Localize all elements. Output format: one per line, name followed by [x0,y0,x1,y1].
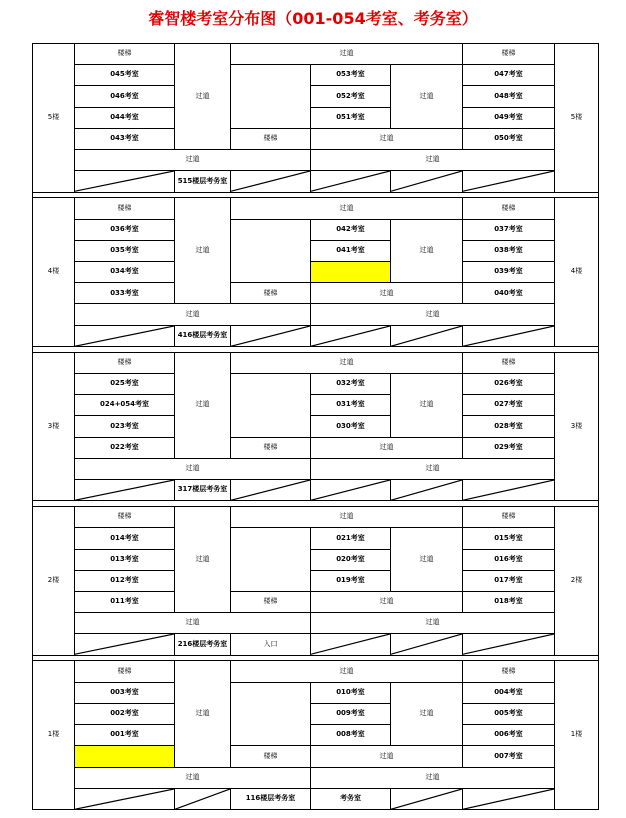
blank-area [231,682,311,746]
corridor-label: 过道 [75,150,311,171]
exam-room: 029考室 [463,437,555,458]
exam-room: 004考室 [463,682,555,703]
corridor-label: 过道 [175,198,231,304]
exam-room: 007考室 [463,746,555,767]
corridor-label: 过道 [231,352,463,373]
hatched-cell [463,634,555,655]
exam-room: 020考室 [311,549,391,570]
corridor-label: 过道 [175,44,231,150]
exam-room: 043考室 [75,128,175,149]
exam-room: 001考室 [75,725,175,746]
hatched-cell [75,171,175,192]
corridor-label: 过道 [311,746,463,767]
corridor-label: 过道 [75,767,311,788]
hatched-cell [175,788,231,809]
hatched-cell [75,480,175,501]
stairs-label: 楼梯 [463,44,555,65]
floor-plan-table [32,43,599,810]
corridor-label: 过道 [391,528,463,592]
stairs-label: 楼梯 [75,507,175,528]
corridor-label: 过道 [231,198,463,219]
exam-room: 005考室 [463,703,555,724]
exam-room: 019考室 [311,570,391,591]
exam-room: 017考室 [463,570,555,591]
corridor-label: 过道 [75,458,311,479]
corridor-label: 过道 [311,591,463,612]
exam-room: 052考室 [311,86,391,107]
exam-room: 031考室 [311,395,391,416]
corridor-label: 过道 [311,437,463,458]
exam-room: 051考室 [311,107,391,128]
exam-room: 025考室 [75,373,175,394]
corridor-label: 过道 [311,304,555,325]
corridor-label: 过道 [391,373,463,437]
corridor-label: 过道 [311,767,555,788]
exam-room: 002考室 [75,703,175,724]
stairs-label: 楼梯 [463,661,555,682]
floor-label-left: 5楼 [33,44,75,193]
corridor-label: 过道 [311,613,555,634]
exam-room: 010考室 [311,682,391,703]
corridor-label: 过道 [175,661,231,767]
diagonal-line [463,326,554,346]
floor-label-right: 4楼 [555,198,599,347]
floor-label-right: 1楼 [555,661,599,810]
corridor-label: 过道 [311,128,463,149]
corridor-label: 过道 [391,219,463,283]
exam-room: 015考室 [463,528,555,549]
exam-office: 317楼层考务室 [175,480,231,501]
corridor-label: 过道 [75,613,311,634]
diagonal-line [463,789,554,809]
stairs-label: 楼梯 [75,661,175,682]
diagonal-line [391,480,462,500]
diagonal-line [311,480,390,500]
diagonal-line [75,480,174,500]
exam-room: 022考室 [75,437,175,458]
exam-room: 030考室 [311,416,391,437]
exam-room: 033考室 [75,283,175,304]
exam-room: 044考室 [75,107,175,128]
hatched-cell [391,634,463,655]
exam-room: 013考室 [75,549,175,570]
diagonal-line [75,789,174,809]
exam-room: 040考室 [463,283,555,304]
hatched-cell [311,171,391,192]
exam-room: 023考室 [75,416,175,437]
stairs-label: 楼梯 [75,352,175,373]
exam-room: 014考室 [75,528,175,549]
blank-area [231,219,311,283]
exam-room: 049考室 [463,107,555,128]
stairs-label: 楼梯 [463,507,555,528]
diagonal-line [311,326,390,346]
exam-room: 039考室 [463,262,555,283]
floor-label-right: 2楼 [555,507,599,656]
exam-room: 008考室 [311,725,391,746]
exam-room: 024+054考室 [75,395,175,416]
hatched-cell [391,325,463,346]
diagonal-line [463,171,554,191]
diagonal-line [75,634,174,654]
hatched-cell [75,634,175,655]
diagonal-line [391,326,462,346]
corridor-label: 过道 [175,507,231,613]
hatched-cell [463,788,555,809]
hatched-cell [391,480,463,501]
exam-room: 026考室 [463,373,555,394]
hatched-cell [391,788,463,809]
stairs-label: 楼梯 [231,746,311,767]
corridor-label: 过道 [391,65,463,129]
hatched-cell [75,325,175,346]
exam-room: 041考室 [311,240,391,261]
exam-room: 009考室 [311,703,391,724]
page-title: 睿智楼考室分布图（001-054考室、考务室） [148,9,478,28]
diagonal-line [311,634,390,654]
hatched-cell [311,325,391,346]
corridor-label: 过道 [311,283,463,304]
floor-label-left: 1楼 [33,661,75,810]
exam-office-2: 考务室 [311,788,391,809]
exam-office: 515楼层考务室 [175,171,231,192]
exam-room: 028考室 [463,416,555,437]
corridor-label: 过道 [311,150,555,171]
blank-area [231,65,311,129]
corridor-label: 过道 [175,352,231,458]
hatched-cell [231,325,311,346]
exam-room: 048考室 [463,86,555,107]
exam-room [311,262,391,283]
exam-room: 046考室 [75,86,175,107]
exam-room: 050考室 [463,128,555,149]
exam-room: 037考室 [463,219,555,240]
exam-room: 012考室 [75,570,175,591]
hatched-cell [311,634,391,655]
exam-room [75,746,175,767]
diagonal-line [231,480,310,500]
diagonal-line [311,171,390,191]
exam-room: 016考室 [463,549,555,570]
blank-area [231,528,311,592]
stairs-label: 楼梯 [463,352,555,373]
floor-label-right: 3楼 [555,352,599,501]
diagonal-line [391,171,462,191]
diagonal-line [391,634,462,654]
diagonal-line [231,326,310,346]
exam-room: 036考室 [75,219,175,240]
stairs-label: 楼梯 [231,591,311,612]
floor-label-left: 2楼 [33,507,75,656]
hatched-cell [75,788,175,809]
hatched-cell [463,171,555,192]
exam-room: 045考室 [75,65,175,86]
exam-room: 021考室 [311,528,391,549]
exam-room: 003考室 [75,682,175,703]
stairs-label: 楼梯 [231,128,311,149]
exam-room: 038考室 [463,240,555,261]
exam-room: 027考室 [463,395,555,416]
exam-office: 116楼层考务室 [231,788,311,809]
stairs-label: 楼梯 [463,198,555,219]
hatched-cell [231,171,311,192]
floor-label-left: 4楼 [33,198,75,347]
corridor-label: 过道 [231,44,463,65]
corridor-label: 过道 [75,304,311,325]
diagonal-line [391,789,462,809]
corridor-label: 过道 [231,507,463,528]
floor-label-left: 3楼 [33,352,75,501]
exam-room: 011考室 [75,591,175,612]
exam-room: 006考室 [463,725,555,746]
diagonal-line [175,789,230,809]
exam-office: 416楼层考务室 [175,325,231,346]
diagonal-line [75,171,174,191]
corridor-label: 过道 [391,682,463,746]
hatched-cell [391,171,463,192]
stairs-label: 楼梯 [231,283,311,304]
floor-label-right: 5楼 [555,44,599,193]
exam-room: 032考室 [311,373,391,394]
exam-room: 034考室 [75,262,175,283]
entrance-label: 入口 [231,634,311,655]
exam-office: 216楼层考务室 [175,634,231,655]
corridor-label: 过道 [311,458,555,479]
corridor-label: 过道 [231,661,463,682]
exam-room: 035考室 [75,240,175,261]
stairs-label: 楼梯 [231,437,311,458]
diagonal-line [463,480,554,500]
exam-room: 047考室 [463,65,555,86]
exam-room: 042考室 [311,219,391,240]
blank-area [231,373,311,437]
stairs-label: 楼梯 [75,198,175,219]
hatched-cell [463,325,555,346]
diagonal-line [231,171,310,191]
diagonal-line [75,326,174,346]
hatched-cell [231,480,311,501]
stairs-label: 楼梯 [75,44,175,65]
hatched-cell [463,480,555,501]
exam-room: 018考室 [463,591,555,612]
diagonal-line [463,634,554,654]
hatched-cell [311,480,391,501]
exam-room: 053考室 [311,65,391,86]
